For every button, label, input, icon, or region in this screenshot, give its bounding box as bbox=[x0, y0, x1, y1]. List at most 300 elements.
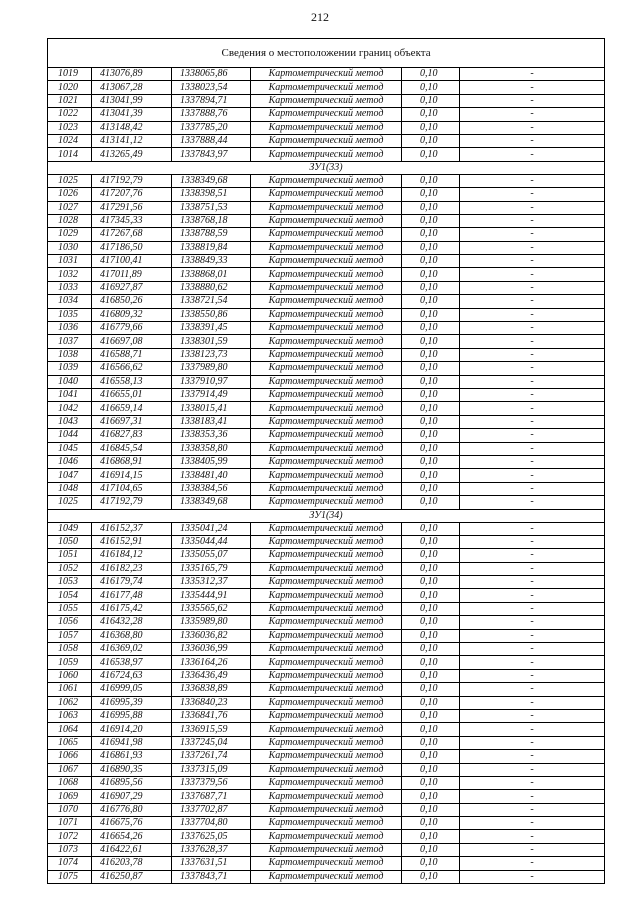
x-coordinate-cell: 416914,15 bbox=[92, 469, 172, 482]
accuracy-cell: 0,10 bbox=[402, 81, 460, 94]
point-number-cell: 1061 bbox=[48, 683, 92, 696]
y-coordinate-cell: 1337315,09 bbox=[172, 763, 251, 776]
method-cell: Картометрический метод bbox=[251, 121, 402, 134]
method-cell: Картометрический метод bbox=[251, 322, 402, 335]
y-coordinate-cell: 1338349,68 bbox=[172, 496, 251, 509]
x-coordinate-cell: 416907,29 bbox=[92, 790, 172, 803]
x-coordinate-cell: 416995,39 bbox=[92, 696, 172, 709]
accuracy-cell: 0,10 bbox=[402, 455, 460, 468]
accuracy-cell: 0,10 bbox=[402, 803, 460, 816]
y-coordinate-cell: 1337989,80 bbox=[172, 362, 251, 375]
accuracy-cell: 0,10 bbox=[402, 348, 460, 361]
table-row bbox=[48, 522, 605, 535]
table-body bbox=[48, 39, 605, 884]
x-coordinate-cell: 413067,28 bbox=[92, 81, 172, 94]
table-row bbox=[48, 817, 605, 830]
method-cell: Картометрический метод bbox=[251, 496, 402, 509]
description-cell: - bbox=[460, 857, 605, 870]
table-row bbox=[48, 870, 605, 883]
accuracy-cell: 0,10 bbox=[402, 817, 460, 830]
y-coordinate-cell: 1337914,49 bbox=[172, 388, 251, 401]
table-row bbox=[48, 709, 605, 722]
y-coordinate-cell: 1336036,82 bbox=[172, 629, 251, 642]
description-cell: - bbox=[460, 683, 605, 696]
method-cell: Картометрический метод bbox=[251, 790, 402, 803]
description-cell: - bbox=[460, 776, 605, 789]
y-coordinate-cell: 1335041,24 bbox=[172, 522, 251, 535]
method-cell: Картометрический метод bbox=[251, 148, 402, 161]
description-cell: - bbox=[460, 375, 605, 388]
y-coordinate-cell: 1338353,36 bbox=[172, 429, 251, 442]
method-cell: Картометрический метод bbox=[251, 803, 402, 816]
method-cell: Картометрический метод bbox=[251, 522, 402, 535]
x-coordinate-cell: 417267,68 bbox=[92, 228, 172, 241]
method-cell: Картометрический метод bbox=[251, 68, 402, 81]
table-row bbox=[48, 562, 605, 575]
y-coordinate-cell: 1337888,44 bbox=[172, 134, 251, 147]
x-coordinate-cell: 413141,12 bbox=[92, 134, 172, 147]
y-coordinate-cell: 1336841,76 bbox=[172, 709, 251, 722]
y-coordinate-cell: 1338405,99 bbox=[172, 455, 251, 468]
table-title: Сведения о местоположении границ объекта bbox=[48, 39, 605, 68]
x-coordinate-cell: 416152,37 bbox=[92, 522, 172, 535]
table-row bbox=[48, 576, 605, 589]
point-number-cell: 1038 bbox=[48, 348, 92, 361]
x-coordinate-cell: 416250,87 bbox=[92, 870, 172, 883]
y-coordinate-cell: 1336838,89 bbox=[172, 683, 251, 696]
method-cell: Картометрический метод bbox=[251, 535, 402, 548]
y-coordinate-cell: 1335444,91 bbox=[172, 589, 251, 602]
description-cell: - bbox=[460, 68, 605, 81]
description-cell: - bbox=[460, 455, 605, 468]
table-row bbox=[48, 589, 605, 602]
method-cell: Картометрический метод bbox=[251, 388, 402, 401]
table-row bbox=[48, 68, 605, 81]
point-number-cell: 1054 bbox=[48, 589, 92, 602]
point-number-cell: 1035 bbox=[48, 308, 92, 321]
point-number-cell: 1067 bbox=[48, 763, 92, 776]
table-row bbox=[48, 629, 605, 642]
group-header-row bbox=[48, 161, 605, 174]
point-number-cell: 1025 bbox=[48, 496, 92, 509]
x-coordinate-cell: 416368,80 bbox=[92, 629, 172, 642]
accuracy-cell: 0,10 bbox=[402, 709, 460, 722]
point-number-cell: 1026 bbox=[48, 188, 92, 201]
description-cell: - bbox=[460, 228, 605, 241]
description-cell: - bbox=[460, 616, 605, 629]
y-coordinate-cell: 1335044,44 bbox=[172, 535, 251, 548]
accuracy-cell: 0,10 bbox=[402, 562, 460, 575]
x-coordinate-cell: 416655,01 bbox=[92, 388, 172, 401]
y-coordinate-cell: 1335989,80 bbox=[172, 616, 251, 629]
table-row bbox=[48, 201, 605, 214]
description-cell: - bbox=[460, 281, 605, 294]
description-cell: - bbox=[460, 121, 605, 134]
point-number-cell: 1052 bbox=[48, 562, 92, 575]
description-cell: - bbox=[460, 843, 605, 856]
x-coordinate-cell: 416566,62 bbox=[92, 362, 172, 375]
accuracy-cell: 0,10 bbox=[402, 857, 460, 870]
group-label: ЗУ1(33) bbox=[48, 161, 605, 174]
y-coordinate-cell: 1338123,73 bbox=[172, 348, 251, 361]
method-cell: Картометрический метод bbox=[251, 857, 402, 870]
accuracy-cell: 0,10 bbox=[402, 201, 460, 214]
description-cell: - bbox=[460, 214, 605, 227]
accuracy-cell: 0,10 bbox=[402, 188, 460, 201]
point-number-cell: 1069 bbox=[48, 790, 92, 803]
method-cell: Картометрический метод bbox=[251, 750, 402, 763]
x-coordinate-cell: 417192,79 bbox=[92, 174, 172, 187]
point-number-cell: 1070 bbox=[48, 803, 92, 816]
point-number-cell: 1047 bbox=[48, 469, 92, 482]
y-coordinate-cell: 1338868,01 bbox=[172, 268, 251, 281]
method-cell: Картометрический метод bbox=[251, 429, 402, 442]
accuracy-cell: 0,10 bbox=[402, 94, 460, 107]
table-row bbox=[48, 763, 605, 776]
description-cell: - bbox=[460, 562, 605, 575]
method-cell: Картометрический метод bbox=[251, 576, 402, 589]
description-cell: - bbox=[460, 362, 605, 375]
y-coordinate-cell: 1335312,37 bbox=[172, 576, 251, 589]
method-cell: Картометрический метод bbox=[251, 870, 402, 883]
y-coordinate-cell: 1337843,71 bbox=[172, 870, 251, 883]
point-number-cell: 1034 bbox=[48, 295, 92, 308]
accuracy-cell: 0,10 bbox=[402, 763, 460, 776]
y-coordinate-cell: 1337894,71 bbox=[172, 94, 251, 107]
method-cell: Картометрический метод bbox=[251, 375, 402, 388]
x-coordinate-cell: 416868,91 bbox=[92, 455, 172, 468]
point-number-cell: 1075 bbox=[48, 870, 92, 883]
x-coordinate-cell: 417104,65 bbox=[92, 482, 172, 495]
description-cell: - bbox=[460, 669, 605, 682]
method-cell: Картометрический метод bbox=[251, 629, 402, 642]
method-cell: Картометрический метод bbox=[251, 696, 402, 709]
accuracy-cell: 0,10 bbox=[402, 335, 460, 348]
description-cell: - bbox=[460, 201, 605, 214]
point-number-cell: 1048 bbox=[48, 482, 92, 495]
table-row bbox=[48, 308, 605, 321]
point-number-cell: 1032 bbox=[48, 268, 92, 281]
description-cell: - bbox=[460, 442, 605, 455]
table-row bbox=[48, 268, 605, 281]
table-row bbox=[48, 455, 605, 468]
table-row bbox=[48, 241, 605, 254]
y-coordinate-cell: 1338015,41 bbox=[172, 402, 251, 415]
table-row bbox=[48, 803, 605, 816]
accuracy-cell: 0,10 bbox=[402, 535, 460, 548]
x-coordinate-cell: 416659,14 bbox=[92, 402, 172, 415]
accuracy-cell: 0,10 bbox=[402, 121, 460, 134]
description-cell: - bbox=[460, 696, 605, 709]
method-cell: Картометрический метод bbox=[251, 549, 402, 562]
method-cell: Картометрический метод bbox=[251, 255, 402, 268]
y-coordinate-cell: 1338384,56 bbox=[172, 482, 251, 495]
description-cell: - bbox=[460, 322, 605, 335]
x-coordinate-cell: 416776,80 bbox=[92, 803, 172, 816]
description-cell: - bbox=[460, 388, 605, 401]
table-row bbox=[48, 348, 605, 361]
point-number-cell: 1066 bbox=[48, 750, 92, 763]
x-coordinate-cell: 416827,83 bbox=[92, 429, 172, 442]
y-coordinate-cell: 1336840,23 bbox=[172, 696, 251, 709]
point-number-cell: 1024 bbox=[48, 134, 92, 147]
x-coordinate-cell: 417100,41 bbox=[92, 255, 172, 268]
table-row bbox=[48, 469, 605, 482]
x-coordinate-cell: 416914,20 bbox=[92, 723, 172, 736]
description-cell: - bbox=[460, 241, 605, 254]
x-coordinate-cell: 417345,33 bbox=[92, 214, 172, 227]
y-coordinate-cell: 1338301,59 bbox=[172, 335, 251, 348]
point-number-cell: 1057 bbox=[48, 629, 92, 642]
table-row bbox=[48, 281, 605, 294]
method-cell: Картометрический метод bbox=[251, 643, 402, 656]
table-row bbox=[48, 148, 605, 161]
table-row bbox=[48, 843, 605, 856]
x-coordinate-cell: 416182,23 bbox=[92, 562, 172, 575]
point-number-cell: 1029 bbox=[48, 228, 92, 241]
accuracy-cell: 0,10 bbox=[402, 429, 460, 442]
method-cell: Картометрический метод bbox=[251, 776, 402, 789]
point-number-cell: 1049 bbox=[48, 522, 92, 535]
x-coordinate-cell: 413076,89 bbox=[92, 68, 172, 81]
x-coordinate-cell: 416152,91 bbox=[92, 535, 172, 548]
y-coordinate-cell: 1337245,04 bbox=[172, 736, 251, 749]
point-number-cell: 1065 bbox=[48, 736, 92, 749]
description-cell: - bbox=[460, 268, 605, 281]
x-coordinate-cell: 416675,76 bbox=[92, 817, 172, 830]
accuracy-cell: 0,10 bbox=[402, 134, 460, 147]
table-row bbox=[48, 602, 605, 615]
method-cell: Картометрический метод bbox=[251, 214, 402, 227]
description-cell: - bbox=[460, 522, 605, 535]
method-cell: Картометрический метод bbox=[251, 669, 402, 682]
description-cell: - bbox=[460, 709, 605, 722]
table-row bbox=[48, 736, 605, 749]
table-row bbox=[48, 134, 605, 147]
method-cell: Картометрический метод bbox=[251, 469, 402, 482]
method-cell: Картометрический метод bbox=[251, 241, 402, 254]
description-cell: - bbox=[460, 602, 605, 615]
description-cell: - bbox=[460, 803, 605, 816]
method-cell: Картометрический метод bbox=[251, 174, 402, 187]
point-number-cell: 1027 bbox=[48, 201, 92, 214]
point-number-cell: 1043 bbox=[48, 415, 92, 428]
y-coordinate-cell: 1338183,41 bbox=[172, 415, 251, 428]
accuracy-cell: 0,10 bbox=[402, 148, 460, 161]
accuracy-cell: 0,10 bbox=[402, 696, 460, 709]
description-cell: - bbox=[460, 81, 605, 94]
table-row bbox=[48, 295, 605, 308]
table-row bbox=[48, 669, 605, 682]
x-coordinate-cell: 416175,42 bbox=[92, 602, 172, 615]
table-row bbox=[48, 776, 605, 789]
accuracy-cell: 0,10 bbox=[402, 683, 460, 696]
table-row bbox=[48, 121, 605, 134]
accuracy-cell: 0,10 bbox=[402, 723, 460, 736]
table-row bbox=[48, 402, 605, 415]
point-number-cell: 1064 bbox=[48, 723, 92, 736]
table-row bbox=[48, 335, 605, 348]
method-cell: Картометрический метод bbox=[251, 201, 402, 214]
y-coordinate-cell: 1338819,84 bbox=[172, 241, 251, 254]
accuracy-cell: 0,10 bbox=[402, 576, 460, 589]
y-coordinate-cell: 1338481,40 bbox=[172, 469, 251, 482]
x-coordinate-cell: 416203,78 bbox=[92, 857, 172, 870]
group-label: ЗУ1(34) bbox=[48, 509, 605, 522]
method-cell: Картометрический метод bbox=[251, 763, 402, 776]
x-coordinate-cell: 413041,39 bbox=[92, 108, 172, 121]
point-number-cell: 1019 bbox=[48, 68, 92, 81]
point-number-cell: 1056 bbox=[48, 616, 92, 629]
table-row bbox=[48, 750, 605, 763]
description-cell: - bbox=[460, 535, 605, 548]
x-coordinate-cell: 416177,48 bbox=[92, 589, 172, 602]
description-cell: - bbox=[460, 830, 605, 843]
y-coordinate-cell: 1338349,68 bbox=[172, 174, 251, 187]
point-number-cell: 1020 bbox=[48, 81, 92, 94]
description-cell: - bbox=[460, 148, 605, 161]
description-cell: - bbox=[460, 482, 605, 495]
description-cell: - bbox=[460, 308, 605, 321]
method-cell: Картометрический метод bbox=[251, 723, 402, 736]
x-coordinate-cell: 416179,74 bbox=[92, 576, 172, 589]
method-cell: Картометрический метод bbox=[251, 308, 402, 321]
table-row bbox=[48, 214, 605, 227]
method-cell: Картометрический метод bbox=[251, 602, 402, 615]
method-cell: Картометрический метод bbox=[251, 843, 402, 856]
description-cell: - bbox=[460, 656, 605, 669]
table-row bbox=[48, 723, 605, 736]
point-number-cell: 1040 bbox=[48, 375, 92, 388]
y-coordinate-cell: 1336436,49 bbox=[172, 669, 251, 682]
table-row bbox=[48, 388, 605, 401]
accuracy-cell: 0,10 bbox=[402, 308, 460, 321]
accuracy-cell: 0,10 bbox=[402, 750, 460, 763]
accuracy-cell: 0,10 bbox=[402, 174, 460, 187]
x-coordinate-cell: 416999,05 bbox=[92, 683, 172, 696]
x-coordinate-cell: 413148,42 bbox=[92, 121, 172, 134]
method-cell: Картометрический метод bbox=[251, 268, 402, 281]
y-coordinate-cell: 1337785,20 bbox=[172, 121, 251, 134]
description-cell: - bbox=[460, 108, 605, 121]
method-cell: Картометрический метод bbox=[251, 402, 402, 415]
method-cell: Картометрический метод bbox=[251, 94, 402, 107]
boundary-table bbox=[47, 38, 605, 884]
accuracy-cell: 0,10 bbox=[402, 629, 460, 642]
accuracy-cell: 0,10 bbox=[402, 549, 460, 562]
description-cell: - bbox=[460, 723, 605, 736]
group-header-row bbox=[48, 509, 605, 522]
x-coordinate-cell: 417186,50 bbox=[92, 241, 172, 254]
y-coordinate-cell: 1335565,62 bbox=[172, 602, 251, 615]
method-cell: Картометрический метод bbox=[251, 362, 402, 375]
y-coordinate-cell: 1337888,76 bbox=[172, 108, 251, 121]
description-cell: - bbox=[460, 469, 605, 482]
x-coordinate-cell: 416845,54 bbox=[92, 442, 172, 455]
accuracy-cell: 0,10 bbox=[402, 442, 460, 455]
y-coordinate-cell: 1338391,45 bbox=[172, 322, 251, 335]
x-coordinate-cell: 416779,66 bbox=[92, 322, 172, 335]
description-cell: - bbox=[460, 174, 605, 187]
table-row bbox=[48, 857, 605, 870]
x-coordinate-cell: 416697,31 bbox=[92, 415, 172, 428]
method-cell: Картометрический метод bbox=[251, 442, 402, 455]
method-cell: Картометрический метод bbox=[251, 108, 402, 121]
description-cell: - bbox=[460, 415, 605, 428]
table-row bbox=[48, 790, 605, 803]
x-coordinate-cell: 416941,98 bbox=[92, 736, 172, 749]
description-cell: - bbox=[460, 576, 605, 589]
point-number-cell: 1059 bbox=[48, 656, 92, 669]
method-cell: Картометрический метод bbox=[251, 455, 402, 468]
y-coordinate-cell: 1338398,51 bbox=[172, 188, 251, 201]
accuracy-cell: 0,10 bbox=[402, 776, 460, 789]
x-coordinate-cell: 417192,79 bbox=[92, 496, 172, 509]
accuracy-cell: 0,10 bbox=[402, 656, 460, 669]
point-number-cell: 1014 bbox=[48, 148, 92, 161]
y-coordinate-cell: 1337625,05 bbox=[172, 830, 251, 843]
x-coordinate-cell: 416538,97 bbox=[92, 656, 172, 669]
y-coordinate-cell: 1336915,59 bbox=[172, 723, 251, 736]
method-cell: Картометрический метод bbox=[251, 348, 402, 361]
description-cell: - bbox=[460, 763, 605, 776]
x-coordinate-cell: 416558,13 bbox=[92, 375, 172, 388]
description-cell: - bbox=[460, 429, 605, 442]
table-row bbox=[48, 696, 605, 709]
y-coordinate-cell: 1337631,51 bbox=[172, 857, 251, 870]
table-row bbox=[48, 482, 605, 495]
table-row bbox=[48, 94, 605, 107]
x-coordinate-cell: 416588,71 bbox=[92, 348, 172, 361]
table-row bbox=[48, 656, 605, 669]
table-row bbox=[48, 496, 605, 509]
accuracy-cell: 0,10 bbox=[402, 362, 460, 375]
y-coordinate-cell: 1337702,87 bbox=[172, 803, 251, 816]
table-row bbox=[48, 429, 605, 442]
point-number-cell: 1072 bbox=[48, 830, 92, 843]
description-cell: - bbox=[460, 790, 605, 803]
table-title-row bbox=[48, 39, 605, 68]
point-number-cell: 1025 bbox=[48, 174, 92, 187]
x-coordinate-cell: 417011,89 bbox=[92, 268, 172, 281]
method-cell: Картометрический метод bbox=[251, 281, 402, 294]
accuracy-cell: 0,10 bbox=[402, 870, 460, 883]
point-number-cell: 1055 bbox=[48, 602, 92, 615]
description-cell: - bbox=[460, 736, 605, 749]
point-number-cell: 1042 bbox=[48, 402, 92, 415]
accuracy-cell: 0,10 bbox=[402, 616, 460, 629]
accuracy-cell: 0,10 bbox=[402, 228, 460, 241]
y-coordinate-cell: 1338721,54 bbox=[172, 295, 251, 308]
method-cell: Картометрический метод bbox=[251, 589, 402, 602]
accuracy-cell: 0,10 bbox=[402, 322, 460, 335]
x-coordinate-cell: 416697,08 bbox=[92, 335, 172, 348]
method-cell: Картометрический метод bbox=[251, 562, 402, 575]
method-cell: Картометрический метод bbox=[251, 683, 402, 696]
accuracy-cell: 0,10 bbox=[402, 402, 460, 415]
table-row bbox=[48, 643, 605, 656]
description-cell: - bbox=[460, 402, 605, 415]
x-coordinate-cell: 416861,93 bbox=[92, 750, 172, 763]
point-number-cell: 1028 bbox=[48, 214, 92, 227]
point-number-cell: 1033 bbox=[48, 281, 92, 294]
point-number-cell: 1060 bbox=[48, 669, 92, 682]
description-cell: - bbox=[460, 348, 605, 361]
y-coordinate-cell: 1338751,53 bbox=[172, 201, 251, 214]
table-row bbox=[48, 415, 605, 428]
description-cell: - bbox=[460, 870, 605, 883]
method-cell: Картометрический метод bbox=[251, 817, 402, 830]
